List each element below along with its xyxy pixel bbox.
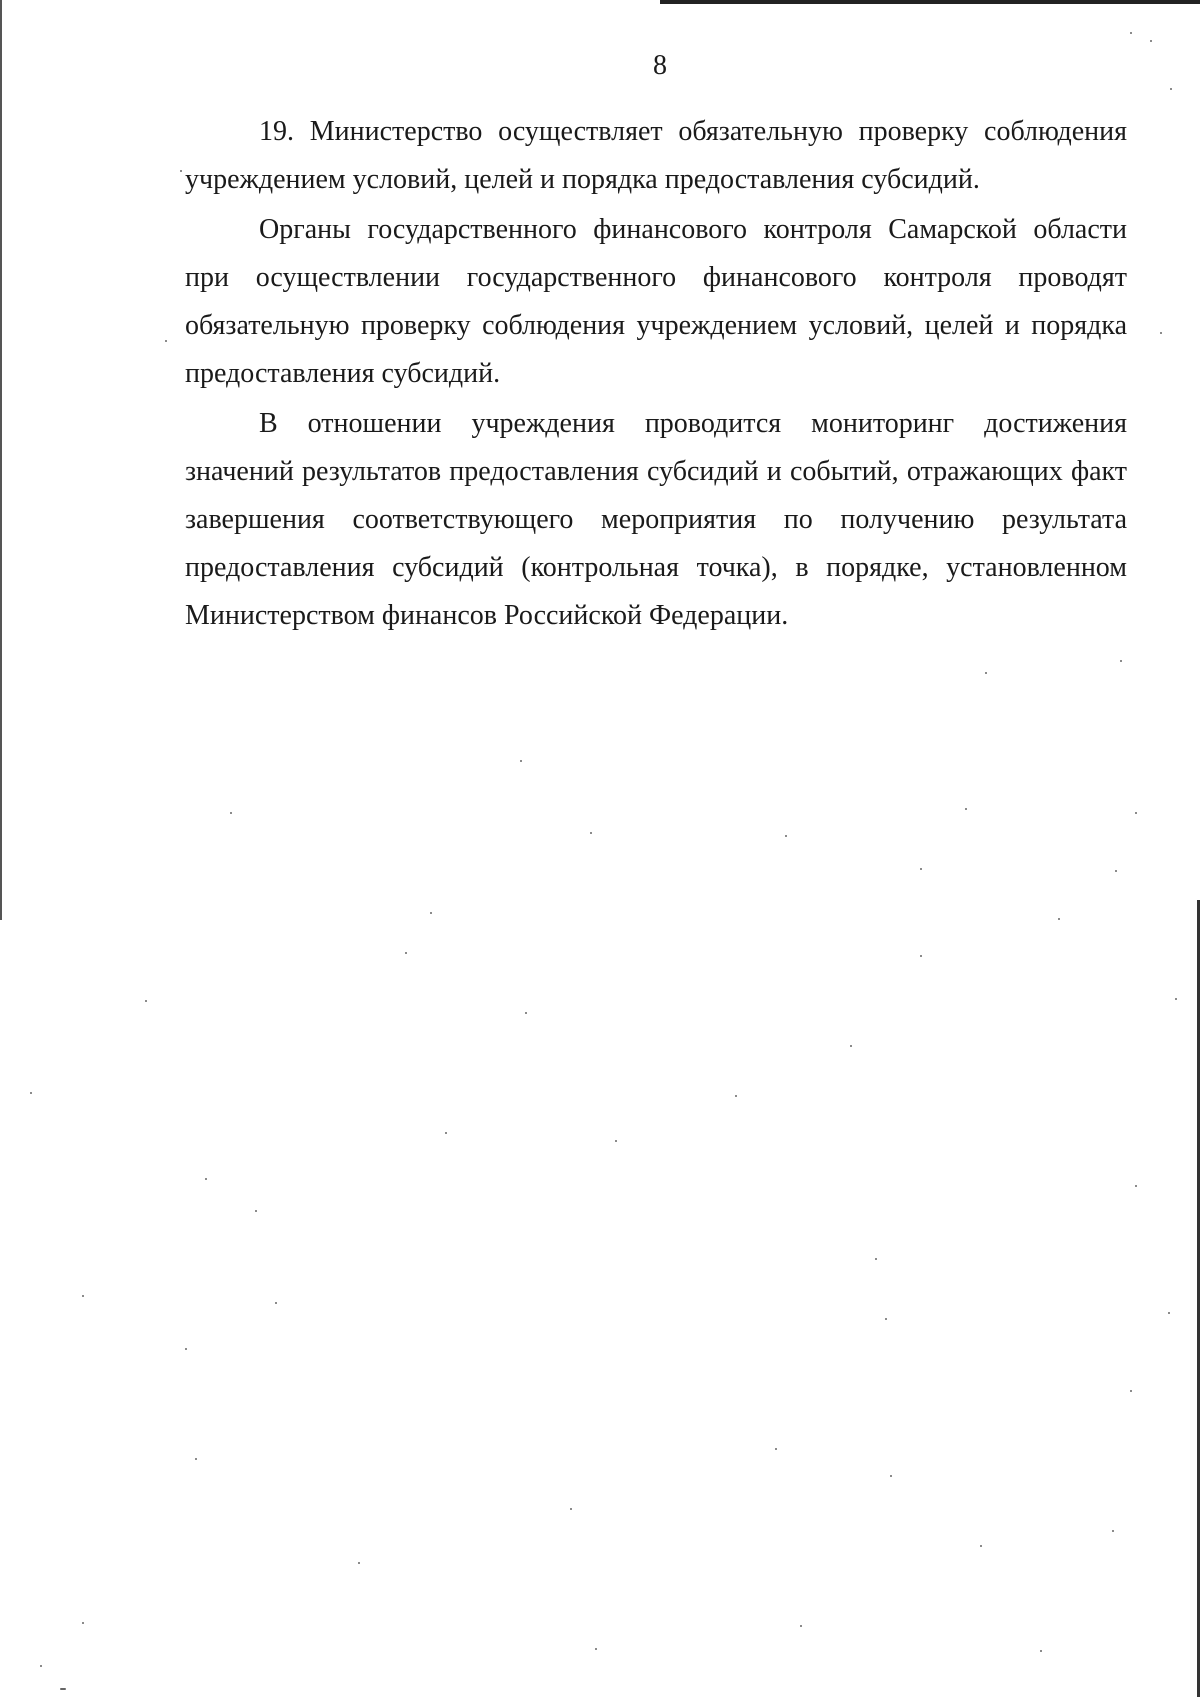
scan-speck [1130, 1390, 1132, 1392]
scan-speck [520, 760, 522, 762]
scan-speck [275, 1302, 277, 1304]
document-body [185, 108, 1127, 642]
scan-speck [525, 1012, 527, 1014]
scan-speck [735, 1095, 737, 1097]
scan-speck [1115, 870, 1117, 872]
scan-speck [570, 1508, 572, 1510]
scan-speck [1112, 1530, 1114, 1532]
scan-border-top [660, 0, 1200, 4]
scan-speck [1160, 332, 1162, 334]
scan-speck [1040, 1650, 1042, 1652]
scan-speck [255, 1210, 257, 1212]
scan-speck [595, 1648, 597, 1650]
scan-speck [1175, 998, 1177, 1000]
scan-speck [82, 1295, 84, 1297]
scan-speck [405, 952, 407, 954]
scan-speck [1130, 32, 1132, 34]
scan-speck [230, 812, 232, 814]
scan-speck [1170, 88, 1172, 90]
scan-speck [358, 1562, 360, 1564]
scan-speck [1150, 40, 1152, 42]
scan-speck [985, 672, 987, 674]
scan-speck [775, 1448, 777, 1450]
scan-speck [185, 1348, 187, 1350]
paragraph-1: 19. Министерство осуществляет обязательную проверку соблюдения учреждением условий, целей и порядка предоставления субсидий. [185, 116, 1127, 195]
scan-speck [785, 835, 787, 837]
scan-speck [875, 1258, 877, 1260]
scan-speck [82, 1622, 84, 1624]
scan-speck [30, 1092, 32, 1094]
scan-speck [205, 1178, 207, 1180]
scan-speck [195, 1458, 197, 1460]
scan-speck [165, 340, 167, 342]
scan-speck [430, 912, 432, 914]
scan-speck [850, 1045, 852, 1047]
scan-speck [980, 1545, 982, 1547]
scan-speck [1135, 812, 1137, 814]
scan-speck [1058, 918, 1060, 920]
scan-border-left [0, 0, 2, 920]
scan-speck [60, 1688, 66, 1690]
scan-speck [180, 170, 182, 172]
scan-speck [1168, 1312, 1170, 1314]
scan-speck [920, 868, 922, 870]
scan-speck [965, 808, 967, 810]
scan-speck [590, 832, 592, 834]
scan-speck [1120, 660, 1122, 662]
page-number: 8 [653, 50, 667, 81]
scan-speck [145, 1000, 147, 1002]
scan-speck [1135, 1185, 1137, 1187]
paragraph-3: В отношении учреждения проводится мониторинг достижения значений результатов предоставления субсидий и событий, отражающих факт завершения соответствующего мероприятия по получению результата предоставления субсидий (контрольная точка), в порядке, установленном Министерством финансов Российской Федерации. [185, 408, 1127, 631]
scan-speck [445, 1132, 447, 1134]
scan-speck [40, 1665, 42, 1667]
paragraph-2: Органы государственного финансового контроля Самарской области при осуществлении государственного финансового контроля проводят обязательную проверку соблюдения учреждением условий, целей и порядка предоставления субсидий. [185, 214, 1127, 389]
scan-speck [920, 955, 922, 957]
scan-speck [615, 1140, 617, 1142]
scan-speck [885, 1318, 887, 1320]
scan-speck [890, 1475, 892, 1477]
scan-speck [800, 1625, 802, 1627]
